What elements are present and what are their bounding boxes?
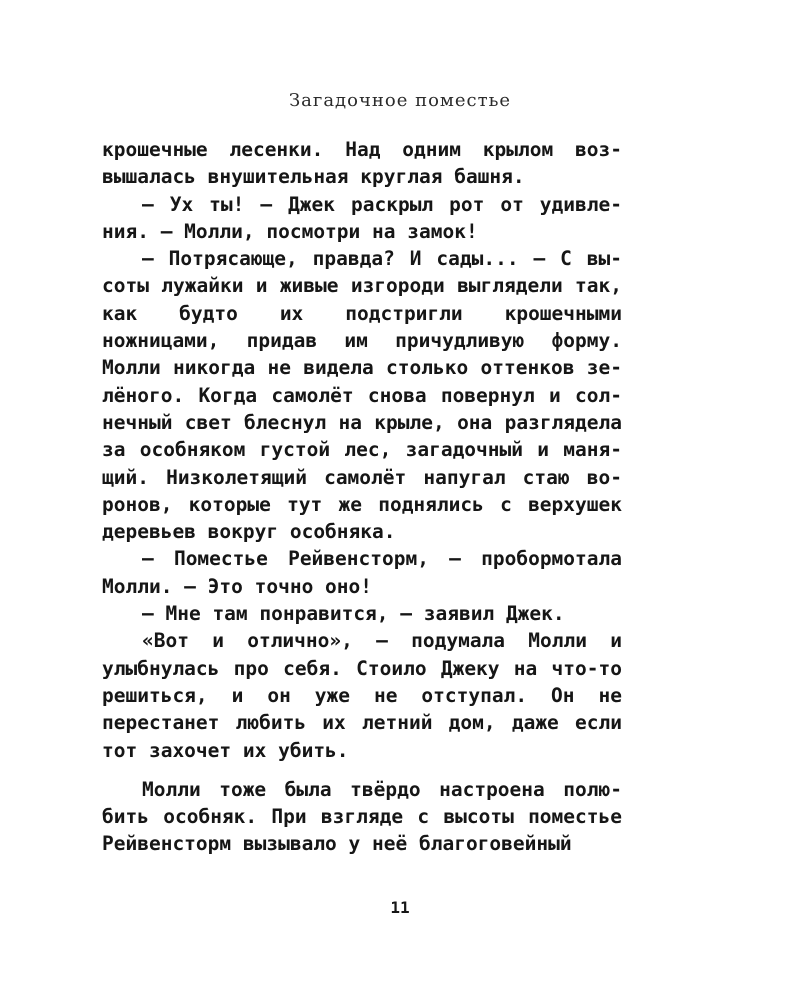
paragraph: — Ух ты! — Джек раскрыл рот от удивления. — Молли, посмотри на замок! [102, 192, 622, 243]
paragraph: «Вот и отлично», — подумала Молли и улыбнулась про себя. Стоило Джеку на что-то решиться, и он уже не отступал. Он не перестанет любить их летний дом, даже если тот захочет их убить. [102, 629, 622, 762]
page-number: 11 [390, 898, 410, 917]
paragraph: — Мне там понравится, — заявил Джек. [142, 602, 565, 626]
body-text [102, 136, 622, 858]
paragraph: — Поместье Рейвенсторм, — пробормотала Молли. — Это точно оно! [102, 547, 622, 598]
paragraph: крошечные лесенки. Над одним крылом возвышалась внушительная круглая башня. [102, 138, 622, 189]
paragraph: — Потрясающе, правда? И сады... — С высоты лужайки и живые изгороди выглядели так, как будто их подстригли крошечными ножницами, придав им причудливую форму. Молли никогда не видела столько оттенков зелёного. Когда самолёт снова повернул и солнечный свет блеснул на крыле, она разглядела за особняком густой лес, загадочный и манящий. Низколетящий самолёт напугал стаю воронов, которые тут же поднялись с верхушек деревьев вокруг особняка. [102, 247, 622, 544]
paragraph: Молли тоже была твёрдо настроена полюбить особняк. При взгляде с высоты поместье Рейвенсторм вызывало у неё благоговейный [102, 777, 622, 856]
running-head: Загадочное поместье [288, 90, 512, 111]
